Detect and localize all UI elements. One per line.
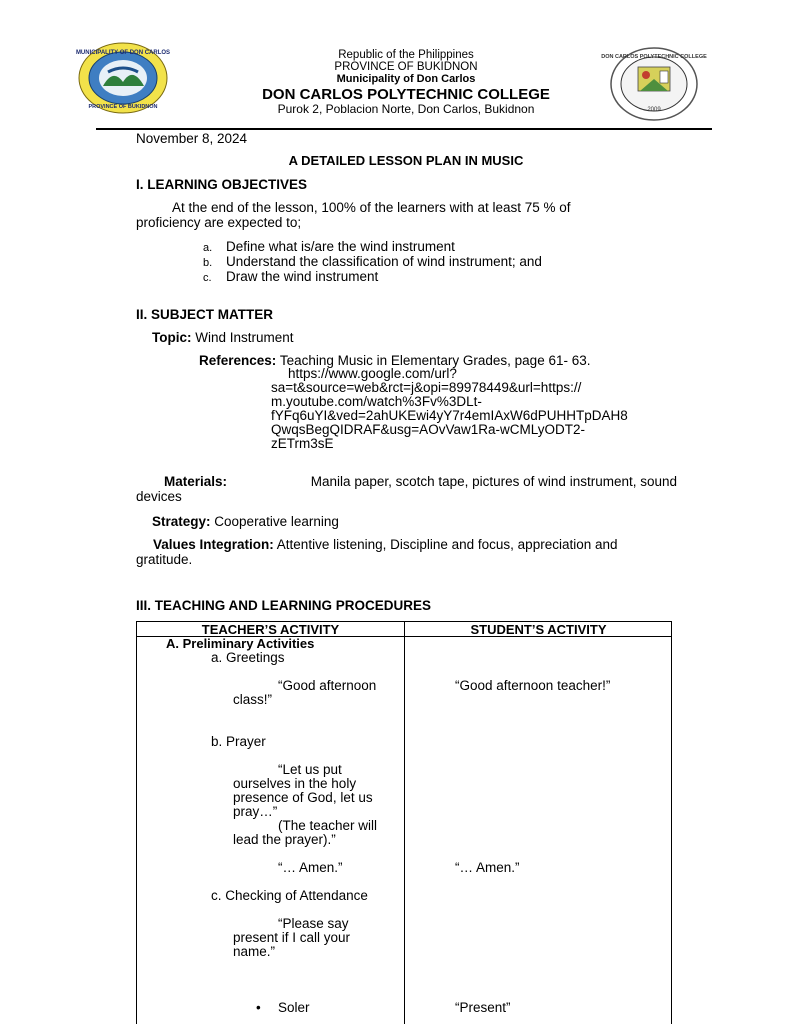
greet-student: “Good afternoon teacher!” <box>455 678 611 693</box>
greetings-label: a. Greetings <box>211 650 285 665</box>
document-date: November 8, 2024 <box>136 131 248 146</box>
column-divider <box>404 622 405 1024</box>
amen-student: “… Amen.” <box>455 860 520 875</box>
attendance-line: name.” <box>233 944 276 959</box>
objective-text: Draw the wind instrument <box>226 269 379 284</box>
prayer-line: presence of God, let us <box>233 790 373 805</box>
greet-teacher-line: “Good afternoon <box>278 678 377 693</box>
right-logo-top-text: DON CARLOS POLYTECHNIC COLLEGE <box>601 54 707 60</box>
topic-value: Wind Instrument <box>195 330 294 345</box>
prayer-line: lead the prayer).” <box>233 832 336 847</box>
url-line: https://www.google.com/url? <box>288 366 457 381</box>
url-line: fYFq6uYI&ved=2ahUKEwi4yY7r4emIAxW6dPUHHTpDAH8 <box>271 408 628 423</box>
values-label: Values Integration: <box>153 537 274 552</box>
prayer-line: ourselves in the holy <box>233 776 357 791</box>
prayer-line: (The teacher will <box>278 818 378 833</box>
greet-teacher-line: class!” <box>233 692 273 707</box>
college-address: Purok 2, Poblacion Norte, Don Carlos, Bukidnon <box>277 102 535 116</box>
roll-response: “Present” <box>455 1000 511 1015</box>
attendance-teacher <box>233 917 350 959</box>
values-line1: Attentive listening, Discipline and focus, appreciation and <box>276 537 618 552</box>
url-line: m.youtube.com/watch%3Fv%3DLt- <box>271 394 482 409</box>
prayer-line: pray…” <box>233 804 278 819</box>
objective-marker: b. <box>203 257 213 269</box>
amen-teacher: “… Amen.” <box>278 860 343 875</box>
municipality-line: Municipality of Don Carlos <box>336 73 476 85</box>
references-book: Teaching Music in Elementary Grades, page 61- 63. <box>279 353 591 368</box>
college-name: DON CARLOS POLYTECHNIC COLLEGE <box>262 86 550 103</box>
attendance-line: present if I call your <box>233 930 351 945</box>
objectives-heading: I. LEARNING OBJECTIVES <box>136 177 308 192</box>
objectives-intro-line2: proficiency are expected to; <box>136 215 302 230</box>
topic-label: Topic: <box>152 330 192 345</box>
objective-item <box>203 254 542 269</box>
province-line: PROVINCE OF BUKIDNON <box>334 61 478 73</box>
section-a-heading: A. Preliminary Activities <box>166 636 315 651</box>
prayer-label: b. Prayer <box>211 734 266 749</box>
materials-line1: Manila paper, scotch tape, pictures of wind instrument, sound <box>310 474 677 489</box>
objectives-intro-line1: At the end of the lesson, 100% of the learners with at least 75 % of <box>172 200 571 215</box>
prayer-line: “Let us put <box>278 762 342 777</box>
attendance-label: c. Checking of Attendance <box>211 888 368 903</box>
topic-row <box>152 330 294 345</box>
url-line: QwqsBegQIDRAF&usg=AOvVaw1Ra-wCMLyODT2- <box>271 422 585 437</box>
student-column-header: STUDENT’S ACTIVITY <box>470 622 607 637</box>
republic-line: Republic of the Philippines <box>338 49 474 61</box>
objective-text: Define what is/are the wind instrument <box>226 239 455 254</box>
objective-marker: a. <box>203 242 213 254</box>
objective-item <box>203 269 378 284</box>
left-logo-bottom-text: PROVINCE OF BUKIDNON <box>88 104 158 110</box>
document-title: A DETAILED LESSON PLAN IN MUSIC <box>288 153 524 168</box>
values-row <box>136 537 677 567</box>
materials-line2: devices <box>136 489 182 504</box>
procedures-heading: III. TEACHING AND LEARNING PROCEDURES <box>136 598 432 613</box>
url-line: zETrm3sE <box>271 436 334 451</box>
right-logo-year: 2009 <box>647 107 661 113</box>
header-divider <box>96 128 712 130</box>
url-line: sa=t&source=web&rct=j&opi=89978449&url=https:// <box>271 380 582 395</box>
reference-url <box>271 367 628 451</box>
prayer-teacher <box>233 763 377 847</box>
materials-row <box>136 474 677 504</box>
teacher-column-header: TEACHER’S ACTIVITY <box>201 622 340 637</box>
strategy-row <box>152 514 339 529</box>
roll-name: Soler <box>278 1000 310 1015</box>
subject-heading: II. SUBJECT MATTER <box>136 307 274 322</box>
greet-teacher <box>233 679 376 707</box>
roll-bullet: • <box>256 1000 261 1015</box>
objective-marker: c. <box>203 272 212 284</box>
objective-text: Understand the classification of wind instrument; and <box>226 254 542 269</box>
references-label: References: <box>199 353 277 368</box>
left-logo-top-text: MUNICIPALITY OF DON CARLOS <box>75 50 171 56</box>
objective-item <box>203 239 455 254</box>
procedures-table <box>136 621 672 1024</box>
attendance-line: “Please say <box>278 916 349 931</box>
strategy-value: Cooperative learning <box>214 514 339 529</box>
materials-label: Materials: <box>164 474 228 489</box>
strategy-label: Strategy: <box>152 514 211 529</box>
values-line2: gratitude. <box>136 552 193 567</box>
